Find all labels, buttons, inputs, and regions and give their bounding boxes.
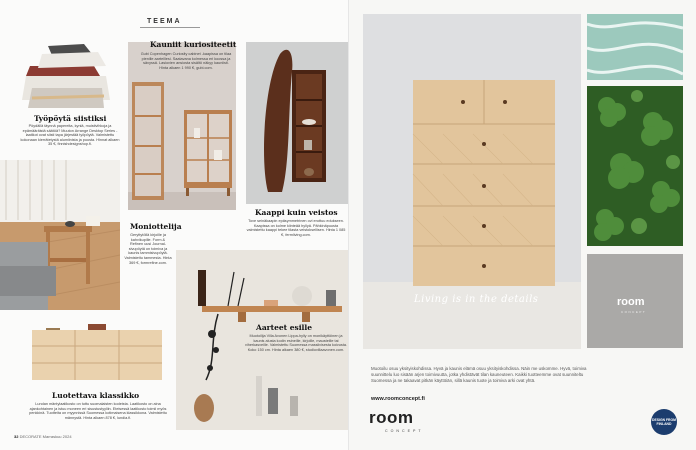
clover-photo-tile [587,86,683,246]
sculpture-heading: Kaappi kuin veistos [255,208,338,217]
shelf-heading: Aarteet esille [256,323,313,332]
bedside-table-image [0,160,120,310]
desk-body: Pöydällä täynnä papereita, kyniä, muistivihkoja ja epämääräistä säätöä? Muuton Arrange Desktop Series -laatikot ovat siisti tapa järjestää työpöytä. Valmistettu kokonaan kierrätetystä alumiinista ja puusta. Hinnat alkaen 35 €, finnishdesignshop.fi. [20,124,120,147]
desk-organizer-image [18,38,118,113]
folio-issue: Marraskuu 2024 [42,434,72,439]
sideboard-body: Lundan mäntylaatikosto on tuttu suomalaisten kodeista. Laatikosto on aina ajankohtainen ja istuu moneen eri sisustustyyliin. Eteisessä laatikosto toimii myös penkkinä. Tuotteita on myynnissä Suomessa kotimaisena klassikkona. Valmistettu männystä. Hinta alkaen 878 €, lundia.fi. [29,402,167,420]
bedside-body: Geryttytöllä kirjoille ja kahvikupille. Form & Refinen uusi Journal-sivupöytä on toimiva ja kaunis tammisivupöytä. Valmistettu tammesta. Hinta 369 €, formrefine.com. [124,233,172,265]
ad-url: www.roomconcept.fi [371,396,425,402]
folio-page: 32 [14,434,19,439]
section-rule [140,27,200,28]
sideboard-heading: Luotettava klassikko [52,391,140,400]
ad-script-tagline: Living is in the details [414,294,539,305]
brand-logo: room [369,408,414,427]
sculpture-body: Tove seinäkaapin epäsymmetrinen ovi erottuu edukseen. Kaapissa on kolme kiinteää hyllyä. Pähkinäpuusta valmistettu kaappi tekee tilasta veistoksellisen. Hinta 1 085 €, fermliving.com. [246,219,346,237]
brand-logo-sub: CONCEPT [385,429,424,433]
shelf-body: Muotoilija Villa Avonen Lippa-hylly on monikäyttöinen ja kaunis alusta kodin esineille, kirjoille, mausteille tai viherkasveille. Valmistettu Suomessa massiivisesta koivusta. Koko 150 cm. Hinta alkaen 380 €, studiovillaavonen.com. [244,334,348,352]
cabinets-heading: Kauniit kuriositeetit [150,40,237,49]
tile-brand-sub: CONCEPT [621,310,647,314]
right-page [348,0,696,450]
marble-pattern-tile [587,14,683,80]
section-label: TEEMA [147,18,182,25]
folio-publication: DECORATE [19,434,42,439]
tile-brand-name: room [617,296,645,308]
design-from-finland-badge: DESIGN FROM FINLAND [651,409,677,435]
sideboard-image [30,322,164,384]
bedside-heading: Moniottelija [130,222,182,231]
desk-heading: Työpöytä siistiksi [34,114,107,123]
sculpture-cabinet-image [246,42,348,204]
ad-caption: Muotoilu osuu yksityiskohdissa. Hyvä ja kaunis elämä osuu yksityiskohdissa. Näin me uskomme. Hyvä, toimiva suunnittelu luo sisään arjen toimivuutta, jotka yhdistävät tilan kauneuteen. Kaikki tuotteemme ovat suunniteltu Suomessa ja ne takaavat pitkän käyttöiän, sillä kaunis tuote ja toimiva arki ovat yhtä. [371,366,587,383]
cabinets-body: Gubi Copenhagen Curiosity cabinet -kaapissa on tilaa pienille aarteillesi. Saatavana kolmessa eri koossa ja sävyssä. Lasiovien ansiosta sisältö näkyy kauniisti. Hinta alkaen 1 990 €, gubi.com. [140,52,232,70]
folio [14,434,72,439]
